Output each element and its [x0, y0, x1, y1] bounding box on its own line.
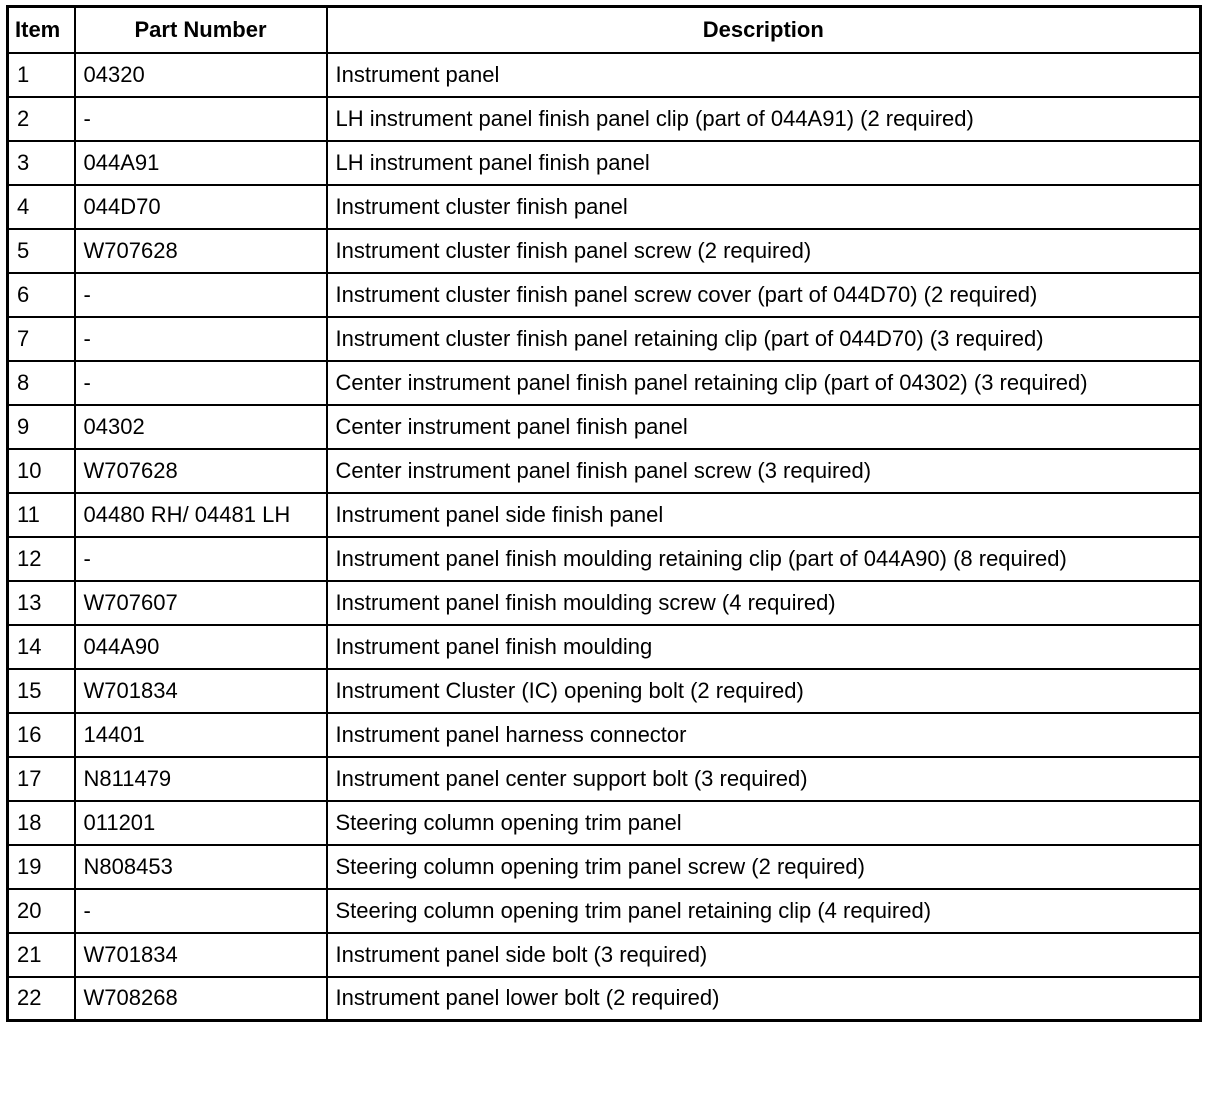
table-row [8, 757, 1201, 801]
cell-description: Steering column opening trim panel screw (2 required) [327, 845, 1201, 889]
cell-description: Center instrument panel finish panel retaining clip (part of 04302) (3 required) [327, 361, 1201, 405]
cell-description: Instrument Cluster (IC) opening bolt (2 required) [327, 669, 1201, 713]
cell-part-number: N811479 [75, 757, 327, 801]
table-row [8, 361, 1201, 405]
cell-part-number: - [75, 273, 327, 317]
table-row [8, 669, 1201, 713]
cell-item: 13 [8, 581, 75, 625]
table-row [8, 317, 1201, 361]
cell-item: 15 [8, 669, 75, 713]
cell-part-number: 044A91 [75, 141, 327, 185]
table-row [8, 405, 1201, 449]
cell-part-number: W707628 [75, 229, 327, 273]
cell-part-number: - [75, 97, 327, 141]
cell-description: Instrument panel finish moulding [327, 625, 1201, 669]
cell-item: 12 [8, 537, 75, 581]
cell-part-number: 044A90 [75, 625, 327, 669]
cell-part-number: - [75, 317, 327, 361]
parts-table [6, 5, 1202, 1022]
cell-description: Instrument cluster finish panel [327, 185, 1201, 229]
cell-part-number: N808453 [75, 845, 327, 889]
cell-description: Instrument panel finish moulding retaining clip (part of 044A90) (8 required) [327, 537, 1201, 581]
table-row [8, 449, 1201, 493]
cell-part-number: - [75, 361, 327, 405]
cell-item: 11 [8, 493, 75, 537]
table-row [8, 889, 1201, 933]
cell-item: 8 [8, 361, 75, 405]
cell-part-number: W707628 [75, 449, 327, 493]
cell-part-number: 14401 [75, 713, 327, 757]
cell-description: Instrument cluster finish panel retaining clip (part of 044D70) (3 required) [327, 317, 1201, 361]
cell-part-number: W707607 [75, 581, 327, 625]
cell-part-number: 04480 RH/ 04481 LH [75, 493, 327, 537]
header-item: Item [8, 7, 75, 53]
cell-description: Instrument panel side bolt (3 required) [327, 933, 1201, 977]
cell-item: 18 [8, 801, 75, 845]
table-row [8, 713, 1201, 757]
cell-description: Instrument cluster finish panel screw (2 required) [327, 229, 1201, 273]
cell-description: Instrument panel finish moulding screw (4 required) [327, 581, 1201, 625]
cell-item: 17 [8, 757, 75, 801]
table-row [8, 185, 1201, 229]
header-description: Description [327, 7, 1201, 53]
table-row [8, 581, 1201, 625]
cell-description: Steering column opening trim panel [327, 801, 1201, 845]
cell-item: 21 [8, 933, 75, 977]
cell-item: 19 [8, 845, 75, 889]
cell-item: 22 [8, 977, 75, 1021]
table-row [8, 625, 1201, 669]
cell-description: LH instrument panel finish panel [327, 141, 1201, 185]
table-row [8, 977, 1201, 1021]
cell-description: Instrument cluster finish panel screw cover (part of 044D70) (2 required) [327, 273, 1201, 317]
header-part-number: Part Number [75, 7, 327, 53]
cell-item: 3 [8, 141, 75, 185]
cell-description: Center instrument panel finish panel screw (3 required) [327, 449, 1201, 493]
cell-description: LH instrument panel finish panel clip (part of 044A91) (2 required) [327, 97, 1201, 141]
cell-item: 7 [8, 317, 75, 361]
cell-description: Instrument panel harness connector [327, 713, 1201, 757]
cell-part-number: - [75, 889, 327, 933]
cell-part-number: 04320 [75, 53, 327, 97]
cell-item: 4 [8, 185, 75, 229]
cell-item: 20 [8, 889, 75, 933]
table-row [8, 801, 1201, 845]
cell-description: Instrument panel center support bolt (3 required) [327, 757, 1201, 801]
cell-item: 2 [8, 97, 75, 141]
cell-item: 14 [8, 625, 75, 669]
cell-description: Instrument panel [327, 53, 1201, 97]
cell-item: 16 [8, 713, 75, 757]
cell-part-number: 011201 [75, 801, 327, 845]
cell-item: 10 [8, 449, 75, 493]
cell-part-number: - [75, 537, 327, 581]
table-row [8, 933, 1201, 977]
cell-description: Instrument panel side finish panel [327, 493, 1201, 537]
cell-item: 5 [8, 229, 75, 273]
table-row [8, 97, 1201, 141]
cell-part-number: W708268 [75, 977, 327, 1021]
cell-description: Center instrument panel finish panel [327, 405, 1201, 449]
cell-item: 9 [8, 405, 75, 449]
cell-part-number: W701834 [75, 933, 327, 977]
table-row [8, 493, 1201, 537]
cell-part-number: W701834 [75, 669, 327, 713]
table-row [8, 141, 1201, 185]
cell-item: 6 [8, 273, 75, 317]
header-row [8, 7, 1201, 53]
cell-description: Steering column opening trim panel retaining clip (4 required) [327, 889, 1201, 933]
table-row [8, 537, 1201, 581]
cell-part-number: 044D70 [75, 185, 327, 229]
table-row [8, 53, 1201, 97]
table-row [8, 273, 1201, 317]
table-row [8, 845, 1201, 889]
cell-description: Instrument panel lower bolt (2 required) [327, 977, 1201, 1021]
cell-part-number: 04302 [75, 405, 327, 449]
cell-item: 1 [8, 53, 75, 97]
table-row [8, 229, 1201, 273]
